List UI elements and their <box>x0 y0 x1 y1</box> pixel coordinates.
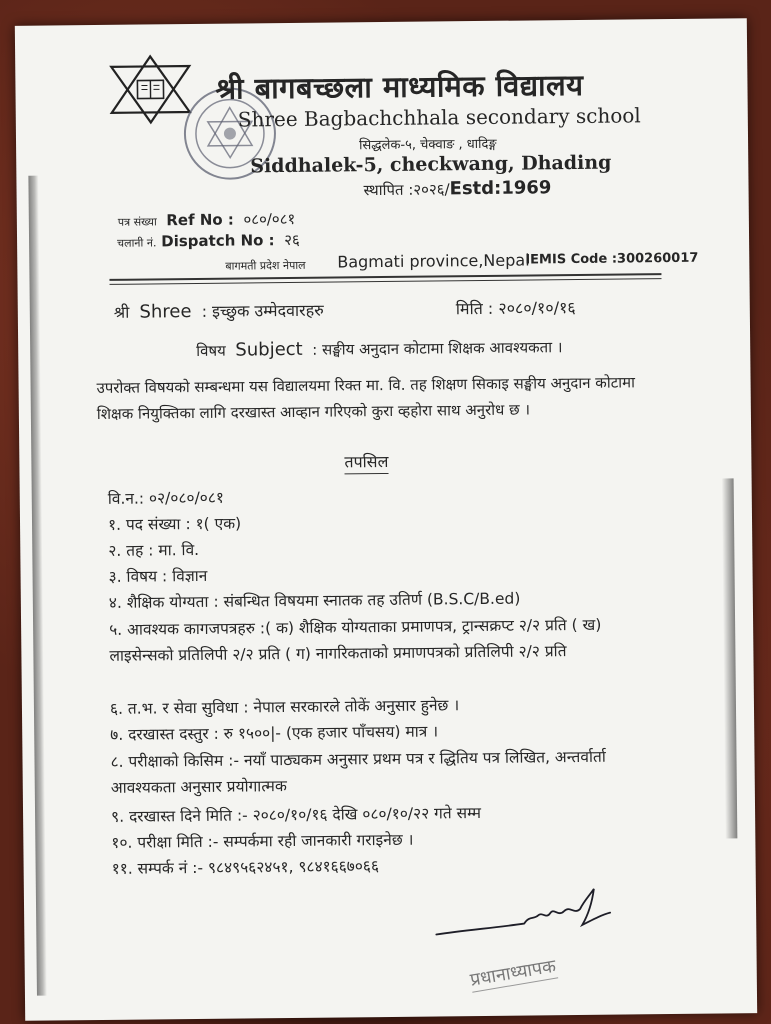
dispatch-number <box>117 230 300 252</box>
detail-item: ८. परीक्षाको किसिम :- नयाँ पाठ्यकम अनुसार प्रथम पत्र र द्धितिय पत्र लिखित, अन्तर्वार्ता आवश्यकता अनुसार प्रयोगात्मक <box>110 747 606 797</box>
paper-ink-edge <box>28 176 47 996</box>
address-english: Siddhalek-5, checkwang, Dhading <box>250 151 612 178</box>
signature-icon <box>434 885 615 947</box>
ref-label-english: Ref No : <box>166 210 234 230</box>
detail-item: ३. विषय : विज्ञान <box>108 566 208 586</box>
detail-item: ९. दरखास्त दिने मिति :- २०८०/१०/१६ देखि ०८०/१०/२२ गते सम्म <box>111 804 482 826</box>
province-nepali: बागमती प्रदेश नेपाल <box>225 258 306 273</box>
estd-english: Estd:1969 <box>449 177 552 200</box>
subject-value: : सङ्घीय अनुदान कोटामा शिक्षक आवश्यकता । <box>312 338 563 359</box>
recipient-line <box>114 299 324 323</box>
detail-item: ११. सम्पर्क नं :- ९८४९५६२४५१, ९८४१६६७०६६ <box>111 857 380 878</box>
ref-label-nepali: पत्र संख्या <box>117 215 157 229</box>
address-nepali: सिद्धलेक-५, चेक्वाङ , धादिङ्ग <box>359 136 497 154</box>
ref-value: ०८०/०८१ <box>243 209 296 229</box>
detail-item: ७. दरखास्त दस्तुर : रु १५००|- (एक हजार पाँचसय) मात्र । <box>110 722 439 744</box>
dispatch-value: २६ <box>284 230 300 250</box>
dispatch-label-nepali: चलानी नं. <box>117 236 157 250</box>
subject-line <box>196 336 562 361</box>
subject-label-english: Subject <box>235 338 303 361</box>
detail-item: २. तह : मा. वि. <box>108 540 200 560</box>
letter-paper <box>15 18 757 1021</box>
established-year <box>363 177 551 200</box>
school-name-english: Shree Bagbachchhala secondary school <box>237 103 641 132</box>
school-name-nepali: श्री बागबच्छला माध्यमिक विद्यालय <box>215 67 584 106</box>
dispatch-label-english: Dispatch No : <box>161 231 275 251</box>
recipient-value: : इच्छुक उम्मेदवारहरु <box>201 300 324 321</box>
estd-nepali: स्थापित :२०२६/ <box>363 180 450 200</box>
detail-item: ५. आवश्यक कागजपत्रहरु :( क) शैक्षिक योग्यताका प्रमाणपत्र, ट्रान्सक्रप्ट २/२ प्रति ( ख) लाइसेन्सको प्रतिलिपी २/२ प्रति ( ग) नागरिकताको प्रमाणपत्रको प्रतिलिपी २/२ प्रति <box>109 615 602 665</box>
detail-item: १०. परीक्षा मिति :- सम्पर्कमा रही जानकारी गराइनेछ । <box>111 830 414 852</box>
letter-date: मिति : २०८०/१०/१६ <box>455 298 576 319</box>
recipient-prefix-nepali: श्री <box>113 302 130 322</box>
province-english: Bagmati province,Nepal <box>337 250 530 272</box>
paper-ink-edge <box>722 478 738 838</box>
reference-number <box>118 209 296 231</box>
detail-item: ६. त.भ. र सेवा सुविधा : नेपाल सरकारले तोकें अनुसार हुनेछ । <box>109 696 460 718</box>
detail-item: १. पद संख्या : १( एक) <box>107 514 242 534</box>
details-heading: तपसिल <box>344 450 388 474</box>
detail-item: ४. शैक्षिक योग्यता : संबन्धित विषयमा स्नातक तह उतिर्ण (B.S.C/B.ed) <box>108 589 521 612</box>
letter-body: उपरोक्त विषयको सम्बन्धमा यस विद्यालयमा रिक्त मा. वि. तह शिक्षण सिकाइ सङ्घीय अनुदान कोटामा शिक्षक नियुक्तिका लागि दरखास्त आव्हान गरिएको कुरा व्हहोरा साथ अनुरोध छ । <box>96 373 636 424</box>
headmaster-stamp: प्रधानाध्यापक <box>468 955 558 991</box>
subject-label-nepali: विषय <box>196 341 226 360</box>
detail-item: वि.न.: ०२/०८०/०८१ <box>107 488 225 508</box>
recipient-prefix-english: Shree <box>139 301 192 323</box>
iemis-code: IEMIS Code :300260017 <box>525 250 699 268</box>
